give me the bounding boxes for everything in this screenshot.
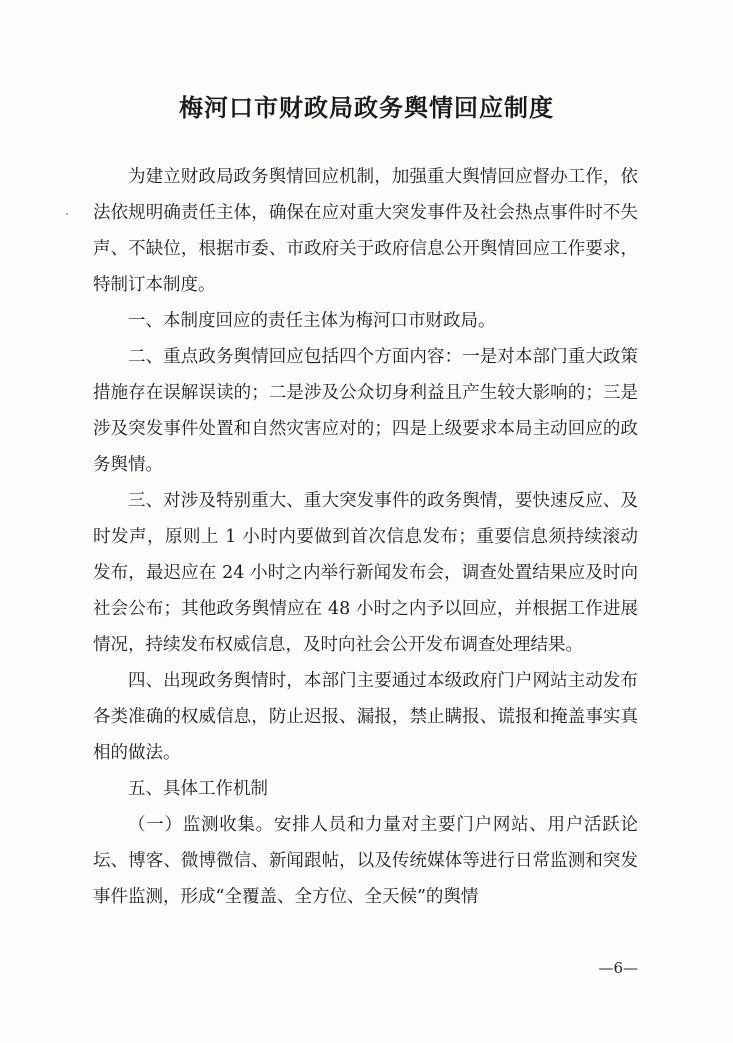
paragraph-section-4: 四、出现政务舆情时，本部门主要通过本级政府门户网站主动发布各类准确的权威信息，防止迟报、漏报，禁止瞒报、谎报和掩盖事实真相的做法。 (93, 671, 638, 763)
paragraph-section-3: 三、对涉及特别重大、重大突发事件的政务舆情，要快速反应、及时发声，原则上 1 小时内要做到首次信息发布；重要信息须持续滚动发布，最迟应在 24 小时之内举行新闻发布会，调查处置结果应及时向社会公布；其他政务舆情应在 48 小时之内予以回应，并根据工作进展情况，持续发布权威信息，及时向社会公开发布调查处理结果。 (93, 491, 638, 655)
page-number: —6— (598, 959, 638, 977)
document-body (93, 159, 638, 915)
document-title: 梅河口市财政局政务舆情回应制度 (179, 93, 554, 122)
paragraph-section-5-1: （一）监测收集。安排人员和力量对主要门户网站、用户活跃论坛、博客、微博微信、新闻跟帖，以及传统媒体等进行日常监测和突发事件监测，形成“全覆盖、全方位、全天候”的舆情 (93, 815, 638, 907)
paragraph-section-1: 一、本制度回应的责任主体为梅河口市财政局。 (128, 311, 496, 331)
paragraph-intro: 为建立财政局政务舆情回应机制，加强重大舆情回应督办工作，依法依规明确责任主体，确保在应对重大突发事件及社会热点事件时不失声、不缺位，根据市委、市政府关于政府信息公开舆情回应工作要求，特制订本制度。 (93, 167, 638, 295)
scan-speck (66, 213, 68, 215)
paragraph-section-2: 二、重点政务舆情回应包括四个方面内容：一是对本部门重大政策措施存在误解误读的；二是涉及公众切身利益且产生较大影响的；三是涉及突发事件处置和自然灾害应对的；四是上级要求本局主动回应的政务舆情。 (93, 347, 638, 475)
paragraph-section-5-heading: 五、具体工作机制 (128, 779, 268, 799)
